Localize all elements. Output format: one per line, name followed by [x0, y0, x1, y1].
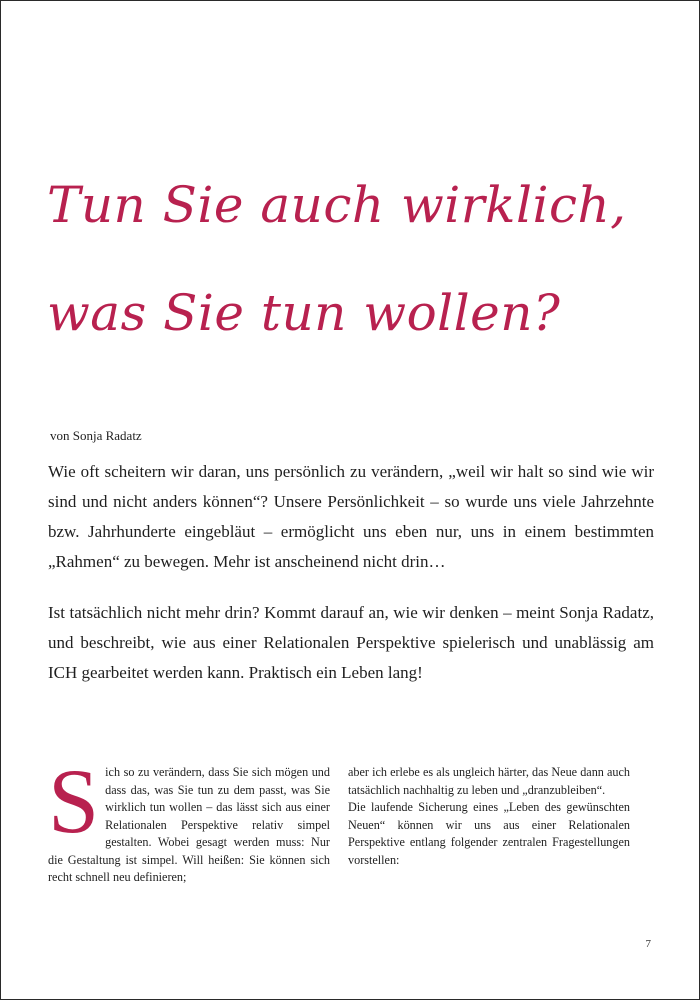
drop-cap: S — [48, 750, 100, 852]
article-title — [47, 151, 667, 367]
article-title-line-1: Tun Sie auch wirklich, — [47, 176, 627, 234]
body-column-right — [348, 764, 630, 869]
page-number: 7 — [645, 938, 651, 950]
body-column-left — [48, 750, 330, 887]
lead-paragraph-2: Ist tatsächlich nicht mehr drin? Kommt darauf an, wie wir denken – meint Sonja Radatz, und beschreibt, wie aus einer Relationalen Perspektive spielerisch und unablässig am ICH gearbeitet werden kann. Praktisch ein Leben lang! — [48, 603, 654, 682]
body-text-right-2: Die laufende Sicherung eines „Leben des gewünschten Neuen“ können wir uns aus einer Relationalen Perspektive entlang folgender zentralen Fragestellungen vorstellen: — [348, 800, 630, 867]
author-byline: von Sonja Radatz — [50, 428, 142, 443]
lead-paragraph-1: Wie oft scheitern wir daran, uns persönlich zu verändern, „weil wir halt so sind wie wir sind und nicht anders können“? Unsere Persönlichkeit – so wurde uns viele Jahrzehnte bzw. Jahrhunderte eingebläut – ermöglicht uns eben nur, uns in einem bestimmten „Rahmen“ zu bewegen. Mehr ist anscheinend nicht drin… — [48, 462, 654, 571]
body-text-right-1: aber ich erlebe es als ungleich härter, das Neue dann auch tatsächlich nachhaltig zu leben und „dranzubleiben“. — [348, 765, 630, 797]
body-text-left: ich so zu verändern, dass Sie sich mögen und dass das, was Sie tun zu dem passt, was Sie wirklich tun wollen – das lässt sich aus einer Relationalen Perspektive relativ simpel gestalten. Wobei gesagt werden muss: Nur die Gestaltung ist simpel. Will heißen: Sie können sich recht schnell neu definieren; — [48, 765, 330, 884]
article-title-line-2: was Sie tun wollen? — [47, 284, 561, 342]
